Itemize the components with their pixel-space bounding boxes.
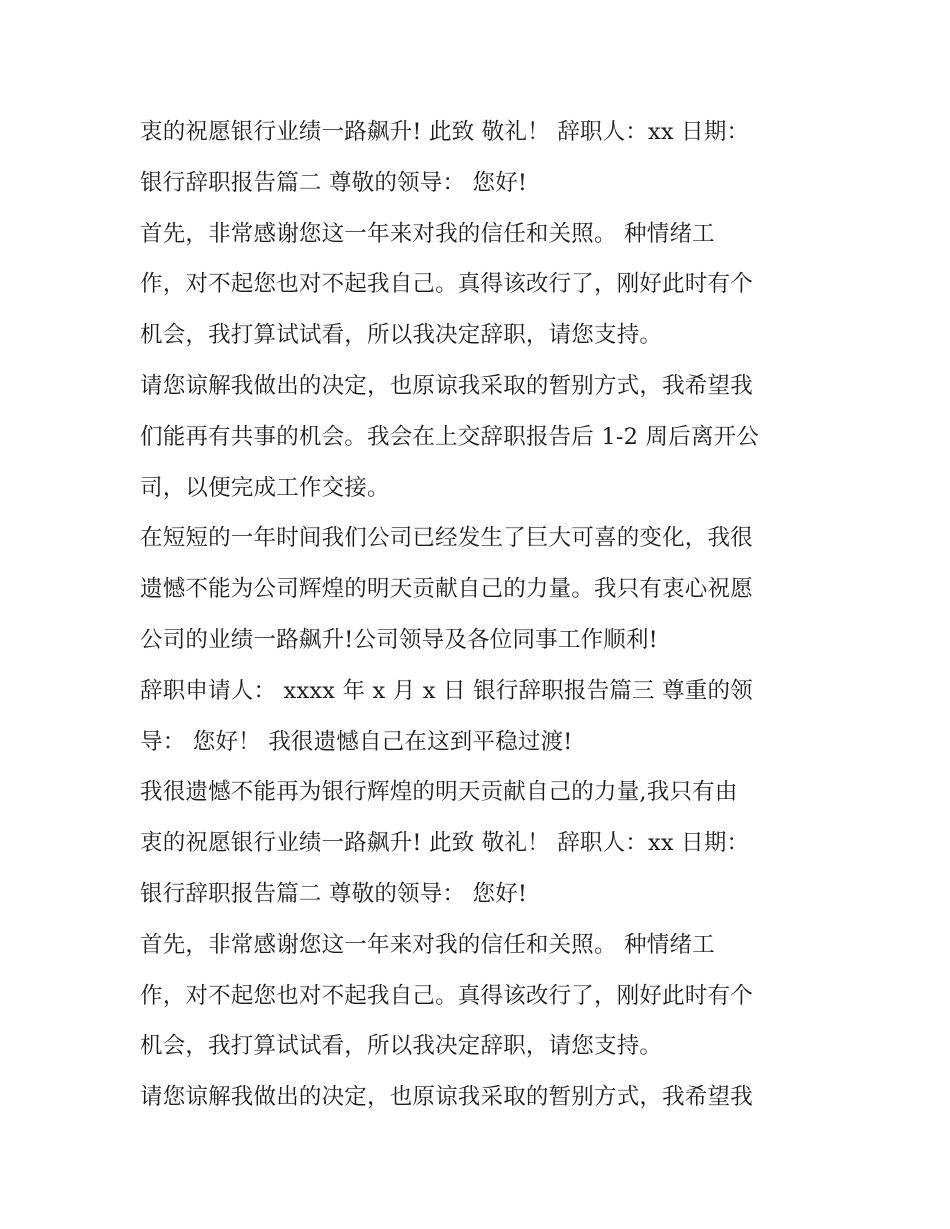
text-line: 作，对不起您也对不起我自己。真得该改行了，刚好此时有个	[140, 982, 753, 1009]
text-line: 辞职申请人： xxxx 年 x 月 x 日 银行辞职报告篇三 尊重的领	[140, 677, 753, 704]
text-line: 衷的祝愿银行业绩一路飙升! 此致 敬礼！ 辞职人：xx 日期：	[140, 830, 750, 857]
text-line: 首先，非常感谢您这一年来对我的信任和关照。 种情绪工	[140, 220, 715, 247]
text-line: 机会，我打算试试看，所以我决定辞职，请您支持。	[140, 322, 663, 349]
text-line: 银行辞职报告篇二 尊敬的领导： 您好!	[140, 880, 528, 907]
text-line: 衷的祝愿银行业绩一路飙升! 此致 敬礼！ 辞职人：xx 日期：	[140, 119, 750, 145]
text-line: 公司的业绩一路飙升!公司领导及各位同事工作顺利!	[140, 626, 658, 653]
text-line: 们能再有共事的机会。我会在上交辞职报告后 1-2 周后离开公	[140, 423, 760, 450]
text-line: 在短短的一年时间我们公司已经发生了巨大可喜的变化，我很	[140, 525, 753, 552]
text-line: 遗憾不能为公司辉煌的明天贡献自己的力量。我只有衷心祝愿	[140, 576, 753, 603]
text-line: 机会，我打算试试看，所以我决定辞职，请您支持。	[140, 1033, 663, 1060]
text-line: 司，以便完成工作交接。	[140, 474, 390, 501]
text-line: 请您谅解我做出的决定，也原谅我采取的暂别方式，我希望我	[140, 1084, 753, 1111]
text-line: 首先，非常感谢您这一年来对我的信任和关照。 种情绪工	[140, 931, 715, 958]
text-line: 作，对不起您也对不起我自己。真得该改行了，刚好此时有个	[140, 271, 753, 298]
text-line: 请您谅解我做出的决定，也原谅我采取的暂别方式，我希望我	[140, 372, 753, 399]
text-line: 银行辞职报告篇二 尊敬的领导： 您好!	[140, 169, 528, 196]
document-body	[140, 107, 820, 1123]
text-line: 导： 您好！ 我很遗憾自己在这到平稳过渡!	[140, 728, 573, 755]
text-line: 我很遗憾不能再为银行辉煌的明天贡献自己的力量,我只有由	[140, 779, 738, 806]
